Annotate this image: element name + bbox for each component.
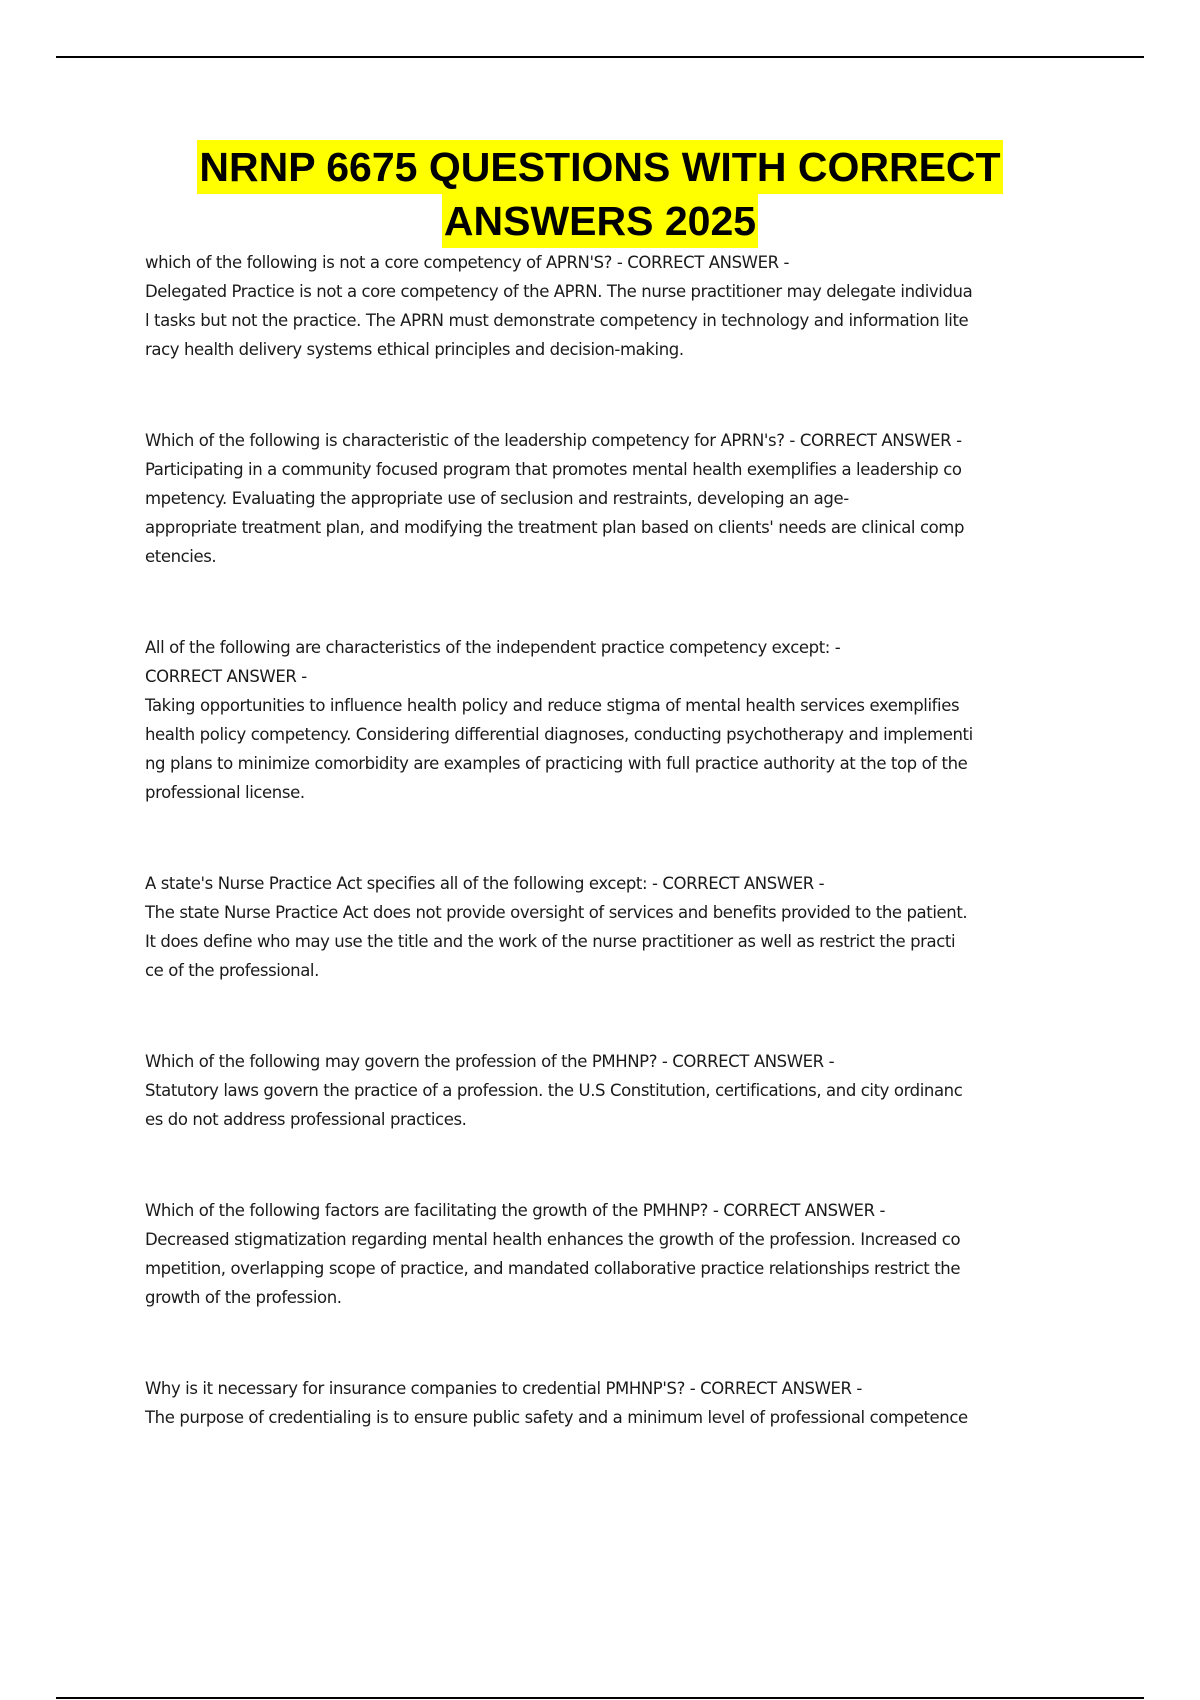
question-line: which of the following is not a core competency of APRN'S? - CORRECT ANSWER -: [145, 253, 790, 272]
question-line: Why is it necessary for insurance companies to credential PMHNP'S? - CORRECT ANSWER -: [145, 1379, 862, 1398]
answer-line: l tasks but not the practice. The APRN must demonstrate competency in technology and information lite: [145, 311, 969, 330]
question-line: All of the following are characteristics of the independent practice competency except: -: [145, 638, 841, 657]
question-line: Which of the following is characteristic of the leadership competency for APRN's? - CORRECT ANSWER -: [145, 431, 962, 450]
answer-line: etencies.: [145, 547, 217, 566]
answer-line: mpetency. Evaluating the appropriate use of seclusion and restraints, developing an age-: [145, 489, 849, 508]
qa-entry: [145, 869, 1090, 985]
title-line-1: NRNP 6675 QUESTIONS WITH CORRECT: [197, 140, 1002, 194]
answer-line: Statutory laws govern the practice of a profession. the U.S Constitution, certifications, and city ordinanc: [145, 1081, 963, 1100]
qa-entry: [145, 1196, 1090, 1312]
question-line: Which of the following may govern the profession of the PMHNP? - CORRECT ANSWER -: [145, 1052, 835, 1071]
answer-line: racy health delivery systems ethical principles and decision-making.: [145, 340, 684, 359]
question-line: Which of the following factors are facilitating the growth of the PMHNP? - CORRECT ANSWER -: [145, 1201, 886, 1220]
answer-line: The purpose of credentialing is to ensure public safety and a minimum level of professional competence: [145, 1408, 968, 1427]
bottom-rule: [56, 1697, 1144, 1699]
answer-line: Delegated Practice is not a core competency of the APRN. The nurse practitioner may delegate individua: [145, 282, 973, 301]
answer-line: professional license.: [145, 783, 305, 802]
answer-line: Decreased stigmatization regarding mental health enhances the growth of the profession. Increased co: [145, 1230, 961, 1249]
answer-line: ce of the professional.: [145, 961, 319, 980]
question-line: A state's Nurse Practice Act specifies all of the following except: - CORRECT ANSWER -: [145, 874, 825, 893]
qa-entry: [145, 1047, 1090, 1134]
answer-line: health policy competency. Considering differential diagnoses, conducting psychotherapy and implementi: [145, 725, 973, 744]
answer-line: growth of the profession.: [145, 1288, 342, 1307]
answer-line: ng plans to minimize comorbidity are examples of practicing with full practice authority at the top of the: [145, 754, 968, 773]
top-rule: [56, 56, 1144, 58]
title-line-2: ANSWERS 2025: [442, 194, 758, 248]
answer-line: Participating in a community focused program that promotes mental health exemplifies a leadership co: [145, 460, 962, 479]
answer-line: mpetition, overlapping scope of practice, and mandated collaborative practice relationships restrict the: [145, 1259, 961, 1278]
qa-entry: [145, 426, 1090, 571]
answer-line: appropriate treatment plan, and modifying the treatment plan based on clients' needs are clinical comp: [145, 518, 965, 537]
qa-entry: [145, 1374, 1090, 1432]
document-title: [0, 140, 1200, 248]
answer-line: The state Nurse Practice Act does not provide oversight of services and benefits provided to the patient.: [145, 903, 968, 922]
document-body: [145, 248, 1090, 1494]
qa-entry: [145, 248, 1090, 364]
answer-line: It does define who may use the title and the work of the nurse practitioner as well as restrict the practi: [145, 932, 956, 951]
answer-line: es do not address professional practices.: [145, 1110, 467, 1129]
qa-entry: [145, 633, 1090, 807]
answer-line: Taking opportunities to influence health policy and reduce stigma of mental health services exemplifies: [145, 696, 960, 715]
question-line: CORRECT ANSWER -: [145, 667, 307, 686]
